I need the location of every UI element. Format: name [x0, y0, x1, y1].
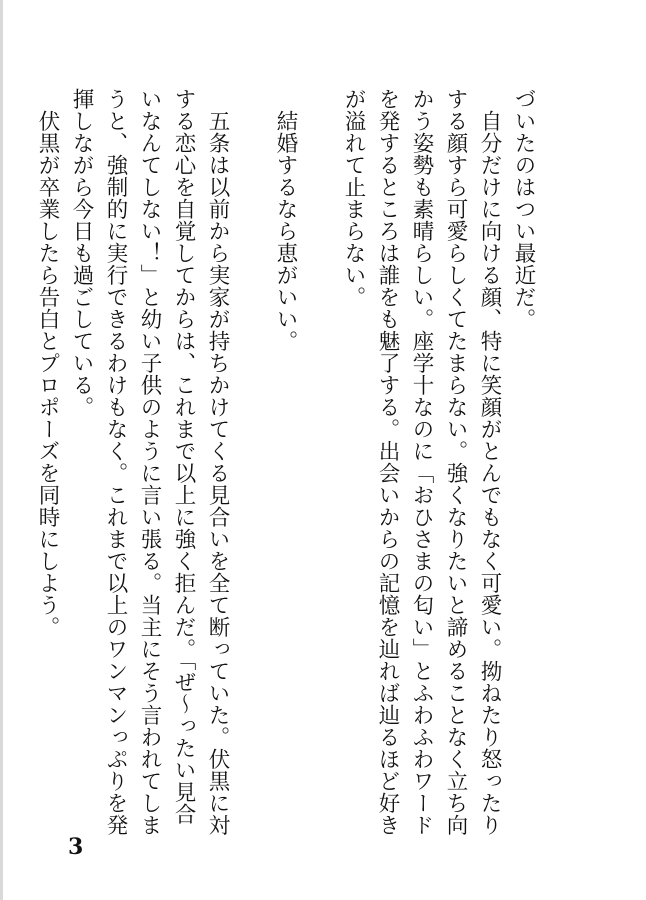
blank-line: [234, 88, 268, 838]
paragraph-resolution: 結婚するなら恵がいい。: [273, 109, 298, 352]
paragraph-continued: づいたのはつい最近だ。: [511, 88, 536, 330]
paragraph-refusal: 五条は以前から実家が持ちかけてくる見合いを全て断っていた。伏黒に対する恋心を自覚してからは、これまで以上に強く拒んだ。「ぜ〜ったい見合いなんてしない！」と幼い子供のように言い張る。当主にそう言われてしまうと、強制的に実行できるわけもなく。これまで以上のワンマンっぷりを発揮しながら今日も過ごしている。: [69, 88, 230, 836]
body-text: [35, 88, 540, 838]
paragraph-plan: 伏黒が卒業したら告白とプロポーズを同時にしよう。: [35, 109, 60, 638]
blank-line: [302, 88, 336, 838]
paragraph-description: 自分だけに向ける顔、特に笑顔がとんでもなく可愛い。拗ねたり怒ったりする顔すら可愛らしくてたまらない。強くなりたいと諦めることなく立ち向かう姿勢も素晴らしい。座学十なのに「おひさまの匂い」とふわふわワードを発するところは誰をも魅了する。出会いからの記憶を辿れば辿るほど好きが溢れて止まらない。: [341, 88, 502, 836]
page-edge: [0, 0, 3, 900]
page-number: 3: [68, 834, 84, 860]
